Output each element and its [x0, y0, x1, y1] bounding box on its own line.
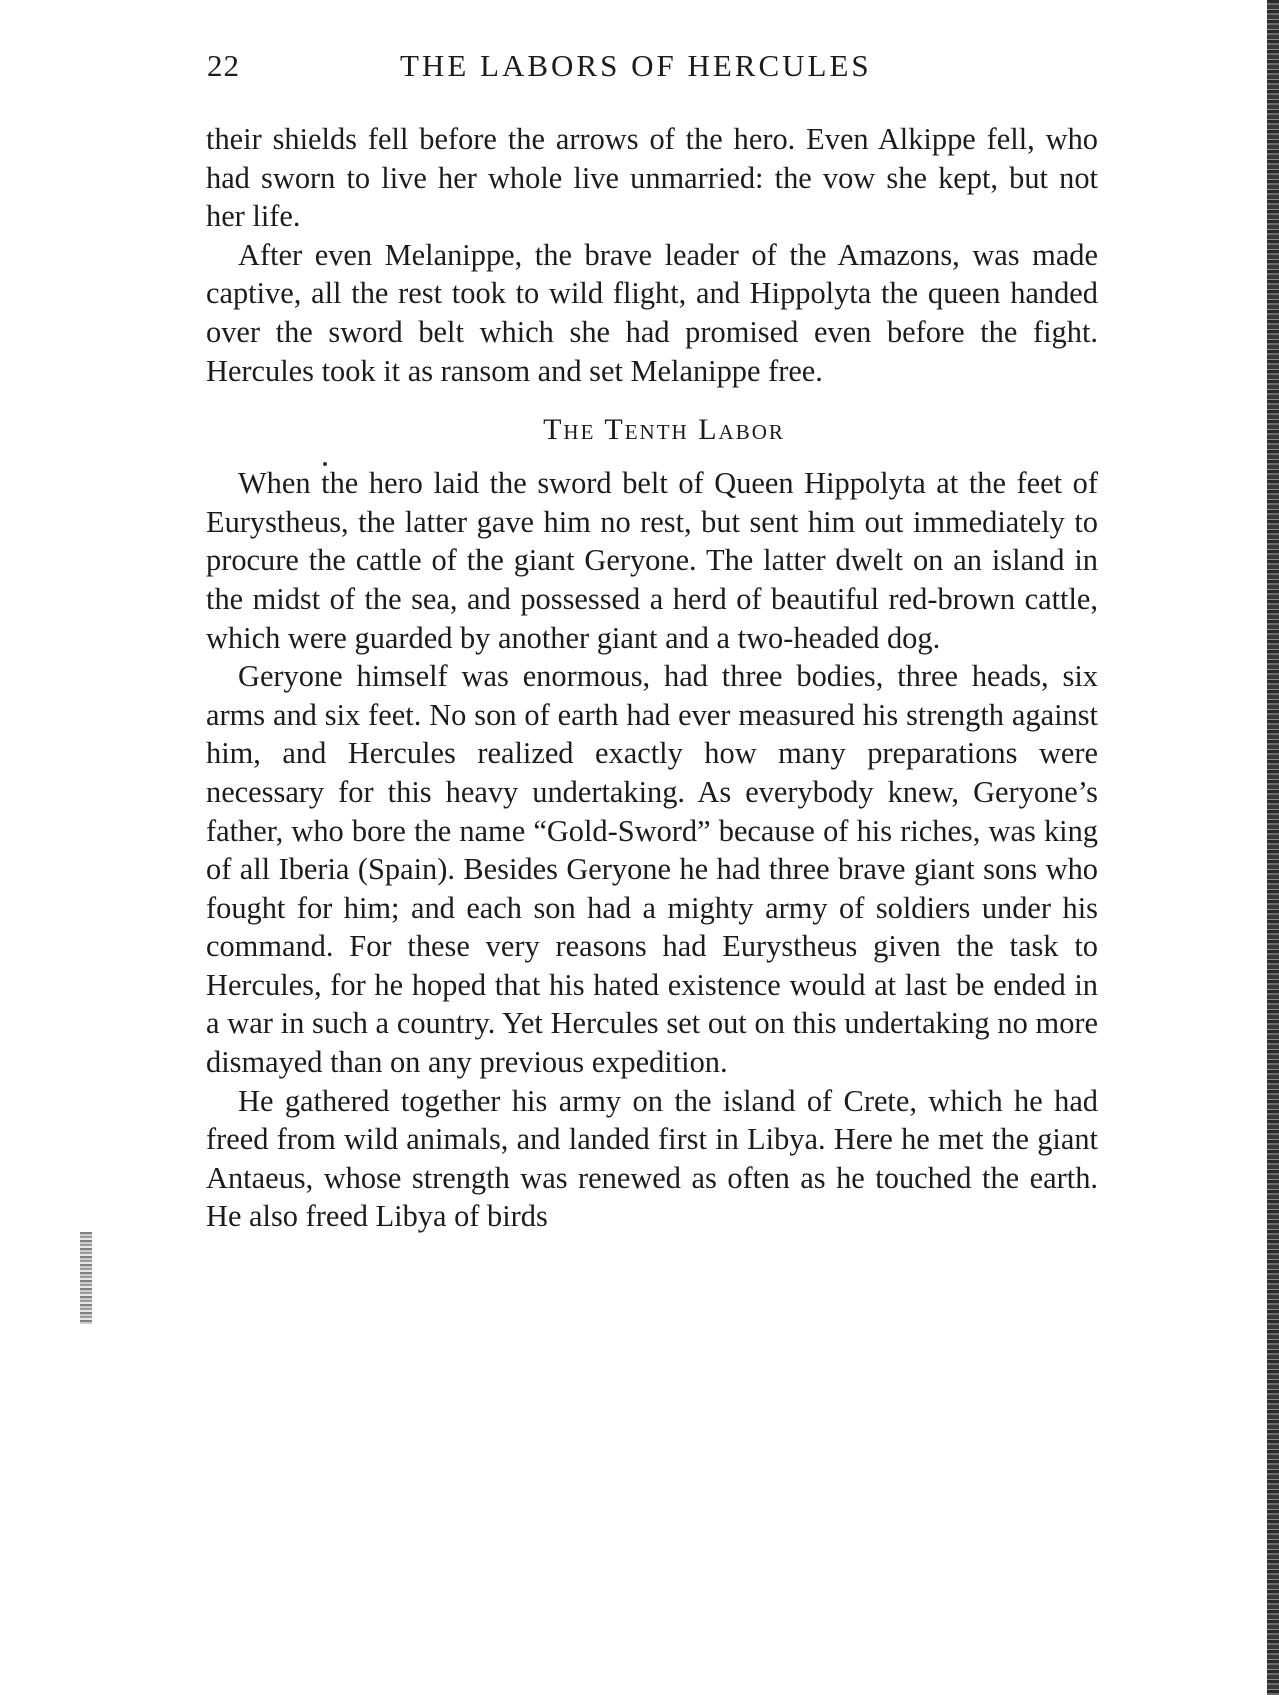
paragraph-geryone: Geryone himself was enormous, had three bodies, three heads, six arms and six feet. No son of earth had ever measured his strength against him, and Hercules realized exactly how many preparations were necessary for this heavy undertaking. As everybody knew, Geryone’s father, who bore the name “Gold-Sword” because of his riches, was king of all Iberia (Spain). Besides Geryone he had three brave giant sons who fought for him; and each son had a mighty army of soldiers under his command. For these very reasons had Eurystheus given the task to Hercules, for he hoped that his hated existence would at last be ended in a war in such a country. Yet Hercules set out on this undertaking no more dismayed than on any previous expedition. — [206, 659, 1098, 1080]
body-text — [206, 120, 1098, 1236]
section-heading: The Tenth Labor — [543, 413, 785, 447]
ink-speck — [323, 462, 327, 466]
paragraph-continued: their shields fell before the arrows of the hero. Even Alkippe fell, who had sworn to live her whole live unmarried: the vow she kept, but not her life. — [206, 122, 1098, 234]
page-edge-shadow — [1267, 0, 1279, 1695]
page-header — [207, 48, 1097, 92]
page-number: 22 — [207, 48, 240, 83]
running-head: THE LABORS OF HERCULES — [400, 48, 872, 83]
paragraph-melanippe: After even Melanippe, the brave leader of the Amazons, was made captive, all the rest took to wild flight, and Hippolyta the queen handed over the sword belt which she had promised even before the fight. Hercules took it as ransom and set Melanippe free. — [206, 237, 1098, 388]
paragraph-tenth-labor-intro: When the hero laid the sword belt of Queen Hippolyta at the feet of Eurystheus, the latter gave him no rest, but sent him out immediately to procure the cattle of the giant Geryone. The latter dwelt on an island in the midst of the sea, and possessed a herd of beautiful red-brown cattle, which were guarded by another giant and a two-headed dog. — [206, 466, 1098, 655]
margin-stamp-mark — [80, 1232, 92, 1324]
paragraph-crete: He gathered together his army on the island of Crete, which he had freed from wild animals, and landed first in Libya. Here he met the giant Antaeus, whose strength was renewed as often as he touched the earth. He also freed Libya of birds — [206, 1083, 1098, 1234]
